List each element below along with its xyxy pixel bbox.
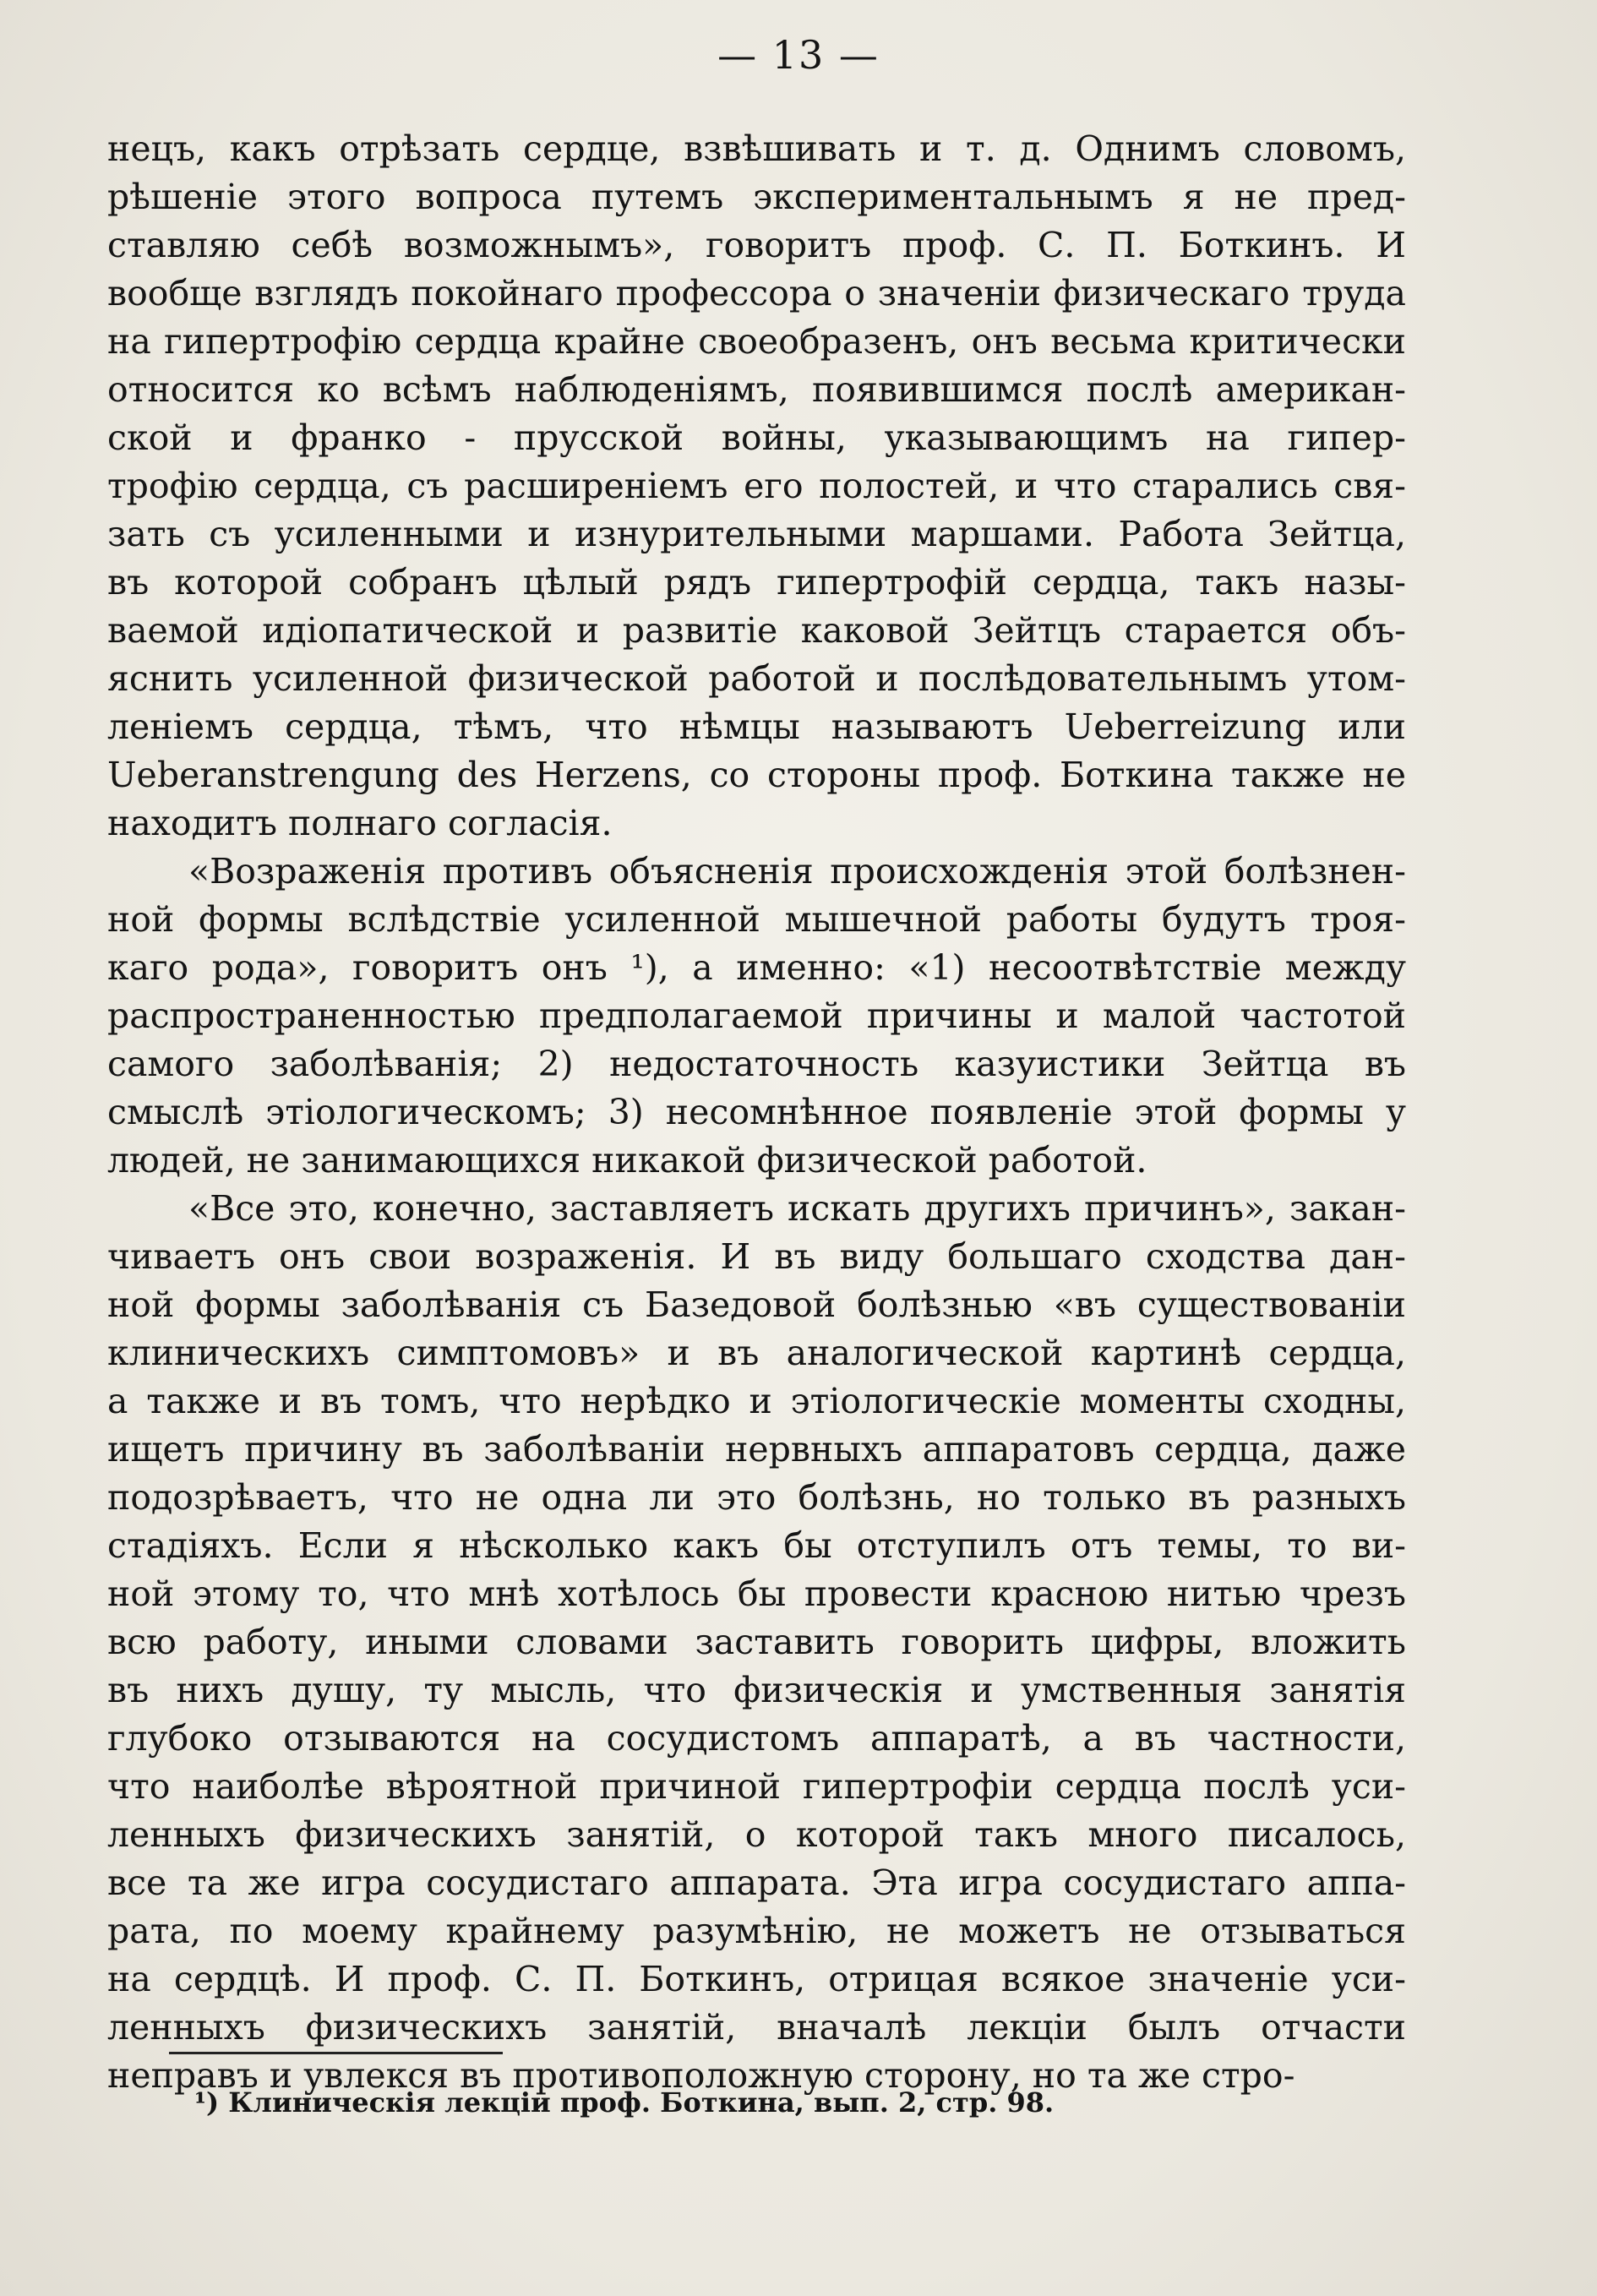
text-line: каго рода», говоритъ онъ ¹), а именно: «1) несоотвѣтствіе между	[107, 947, 1406, 988]
text-line: ской и франко - прусской войны, указывающимъ на гипер-	[107, 417, 1406, 458]
text-line: на сердцѣ. И проф. С. П. Боткинъ, отрицая всякое значеніе уси-	[107, 1959, 1406, 1999]
text-line: а также и въ томъ, что нерѣдко и этіологическіе моменты сходны,	[107, 1381, 1406, 1421]
text-line: вообще взглядъ покойнаго профессора о значеніи физическаго труда	[107, 273, 1406, 314]
paragraph-3	[107, 1185, 1406, 2100]
text-line: чиваетъ онъ свои возраженія. И въ виду большаго сходства дан-	[107, 1236, 1406, 1277]
text-line: «Все это, конечно, заставляетъ искать другихъ причинъ», закан-	[188, 1188, 1406, 1229]
page-number: — 13 —	[717, 32, 880, 78]
text-line: въ которой собранъ цѣлый рядъ гипертрофій сердца, такъ назы-	[107, 562, 1406, 603]
text-line: трофію сердца, съ расширеніемъ его полостей, и что старались свя-	[107, 466, 1406, 506]
text-line: ставляю себѣ возможнымъ», говоритъ проф. С. П. Боткинъ. И	[107, 225, 1406, 265]
text-line: зать съ усиленными и изнурительными маршами. Работа Зейтца,	[107, 514, 1406, 554]
text-line: ваемой идіопатической и развитіе каковой Зейтцъ старается объ-	[107, 610, 1406, 651]
text-line: клиническихъ симптомовъ» и въ аналогической картинѣ сердца,	[107, 1333, 1406, 1373]
text-line: стадіяхъ. Если я нѣсколько какъ бы отступилъ отъ темы, то ви-	[107, 1525, 1406, 1566]
text-line: смыслѣ этіологическомъ; 3) несомнѣнное появленіе этой формы у	[107, 1092, 1406, 1132]
text-line: рата, по моему крайнему разумѣнію, не можетъ не отзываться	[107, 1911, 1406, 1951]
text-line: ной формы вслѣдствіе усиленной мышечной работы будутъ троя-	[107, 899, 1406, 940]
footnote: ¹) Клиническія лекціи проф. Боткина, вып. 2, стр. 98.	[194, 2086, 1055, 2119]
text-line: яснить усиленной физической работой и послѣдовательнымъ утом-	[107, 658, 1406, 699]
footnote-divider	[169, 2052, 503, 2054]
text-line: нецъ, какъ отрѣзать сердце, взвѣшивать и т. д. Однимъ словомъ,	[107, 128, 1406, 169]
text-line: ной этому то, что мнѣ хотѣлось бы провести красною нитью чрезъ	[107, 1573, 1406, 1614]
text-line: рѣшеніе этого вопроса путемъ экспериментальнымъ я не пред-	[107, 177, 1406, 217]
text-line: неправъ и увлекся въ противоположную сторону, но та же стро-	[107, 2055, 1295, 2096]
text-line: глубоко отзываются на сосудистомъ аппаратѣ, а въ частности,	[107, 1718, 1406, 1759]
text-line: леніемъ сердца, тѣмъ, что нѣмцы называютъ Ueberreizung или	[107, 706, 1406, 747]
body-text	[107, 125, 1406, 2100]
paragraph-2	[107, 848, 1406, 1185]
text-line: на гипертрофію сердца крайне своеобразенъ, онъ весьма критически	[107, 321, 1406, 362]
text-line: относится ко всѣмъ наблюденіямъ, появившимся послѣ американ-	[107, 369, 1406, 410]
text-line: людей, не занимающихся никакой физической работой.	[107, 1140, 1147, 1181]
text-line: ленныхъ физическихъ занятій, вначалѣ лекціи былъ отчасти	[107, 2007, 1406, 2048]
text-line: распространенностью предполагаемой причины и малой частотой	[107, 995, 1406, 1036]
text-line: что наиболѣе вѣроятной причиной гипертрофіи сердца послѣ уси-	[107, 1766, 1406, 1807]
text-line: «Возраженія противъ объясненія происхожденія этой болѣзнен-	[188, 851, 1406, 892]
text-line: ленныхъ физическихъ занятій, о которой такъ много писалось,	[107, 1814, 1406, 1855]
text-line: ной формы заболѣванія съ Базедовой болѣзнью «въ существованіи	[107, 1284, 1406, 1325]
text-line: Ueberanstrengung des Herzens, со стороны проф. Боткина также не	[107, 755, 1406, 795]
text-line: въ нихъ душу, ту мысль, что физическія и умственныя занятія	[107, 1670, 1406, 1710]
text-line: ищетъ причину въ заболѣваніи нервныхъ аппаратовъ сердца, даже	[107, 1429, 1406, 1470]
text-line: все та же игра сосудистаго аппарата. Эта игра сосудистаго аппа-	[107, 1862, 1406, 1903]
text-line: находитъ полнаго согласія.	[107, 803, 613, 843]
paragraph-1	[107, 125, 1406, 848]
text-line: самого заболѣванія; 2) недостаточность казуистики Зейтца въ	[107, 1044, 1406, 1084]
text-line: подозрѣваетъ, что не одна ли это болѣзнь, но только въ разныхъ	[107, 1477, 1406, 1518]
text-line: всю работу, иными словами заставить говорить цифры, вложить	[107, 1622, 1406, 1662]
